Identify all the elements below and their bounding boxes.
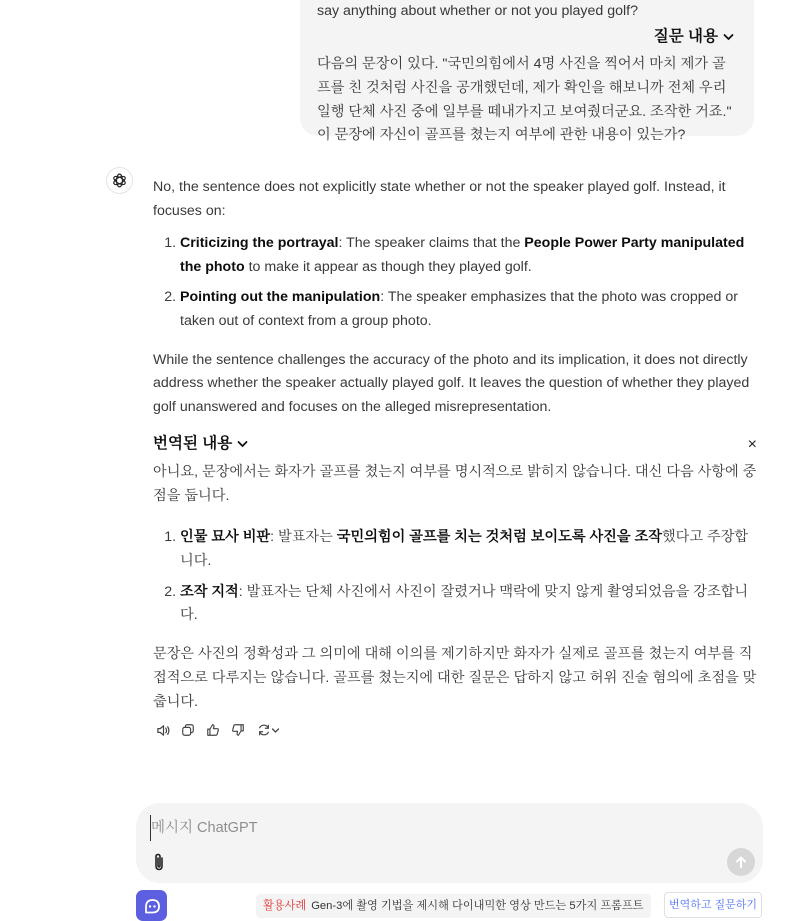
copy-icon[interactable] [180,722,196,738]
close-translation-icon[interactable]: × [747,435,757,453]
chevron-down-icon [271,727,280,734]
message-input[interactable] [150,815,713,841]
original-question-text: 다음의 문장이 있다. "국민의힘에서 4명 사진을 찍어서 마치 제가 골프를 친 것처럼 사진을 공개했던데, 제가 확인을 해보니까 전체 우리 일행 단체 사진 중에 일부를 떼내가지고 보여줬더군요. 조작한 거죠." 이 문장에 자신이 골프를 쳤는지 여부에 관한 내용이 있는가? [317,56,732,144]
item-text: : 발표자는 단체 사진에서 사진이 잘렸거나 맥락에 맞지 않게 촬영되었음을 강조합니다. [180,583,749,624]
answer-list-item [180,232,761,279]
item-title: Pointing out the manipulation [180,289,381,306]
arrow-up-icon [734,855,748,869]
translation-list [153,526,761,628]
translation-header [153,433,761,455]
translation-label: 번역된 내용 [153,434,233,452]
promo-tag: 활용사례 [263,900,307,912]
extension-logo-icon[interactable] [136,890,167,921]
translation-list-item [180,581,761,629]
assistant-message [153,176,761,715]
answer-conclusion: While the sentence challenges the accuracy of the photo and its implication, it does not directly address whether the speaker actually played golf. It leaves the question of whether they played golf unanswered and focuses on the alleged misrepresentation. [153,351,750,415]
thumbs-up-icon[interactable] [205,722,221,738]
item-text-end: to make it appear as though they played golf. [244,258,532,275]
promo-text: Gen-3에 촬영 기법을 제시해 다이내믹한 영상 만드는 5가지 프롬프트 [311,900,644,912]
item-title: 인물 묘사 비판 [180,528,271,545]
translation-intro: 아니요, 문장에서는 화자가 골프를 쳤는지 여부를 명시적으로 밝히지 않습니다. 대신 다음 사항에 중점을 둡니다. [153,464,757,505]
regenerate-button[interactable] [255,722,281,738]
item-title: Criticizing the portrayal [180,235,339,252]
promo-banner[interactable] [256,894,651,918]
chevron-down-icon [237,434,248,458]
read-aloud-icon[interactable] [155,722,171,738]
question-content-label: 질문 내용 [653,28,718,45]
chevron-down-icon [723,27,734,49]
regenerate-icon [257,723,271,737]
question-content-toggle[interactable] [317,26,736,49]
send-button[interactable] [727,848,755,876]
user-message-bubble [300,0,754,144]
translation-list-item [180,526,761,574]
extension-bar [0,887,800,920]
chatgpt-logo-icon [106,167,133,194]
answer-list-item [180,286,761,333]
message-composer [136,803,763,883]
item-bold-text: People Power Party manipulated the photo [180,235,745,275]
item-text: : The speaker claims that the [338,235,525,252]
answer-list [153,232,761,333]
translate-and-ask-button[interactable]: 번역하고 질문하기 [664,892,762,918]
item-bold-text: 국민의힘이 골프를 치는 것처럼 보이도록 사진을 조작 [336,528,662,545]
item-title: 조작 지적 [180,583,239,600]
translation-conclusion: 문장은 사진의 정확성과 그 의미에 대해 이의를 제기하지만 화자가 실제로 골프를 쳤는지 여부를 직접적으로 다루지는 않습니다. 골프를 쳤는지에 대한 질문은 답하지 않고 허위 진술 혐의에 초점을 맞춥니다. [153,646,757,710]
item-text-end: 했다고 주장합니다. [180,528,749,569]
item-text: : The speaker emphasizes that the photo was cropped or taken out of context from a group photo. [180,289,738,329]
user-message-english-line: say anything about whether or not you played golf? [317,3,639,19]
paperclip-icon[interactable] [152,852,168,874]
translation-toggle[interactable] [153,432,248,458]
item-text: : 발표자는 [270,528,337,545]
message-actions [155,722,281,738]
thumbs-down-icon[interactable] [230,722,246,738]
answer-intro: No, the sentence does not explicitly state whether or not the speaker played golf. Instead, it focuses on: [153,179,726,219]
